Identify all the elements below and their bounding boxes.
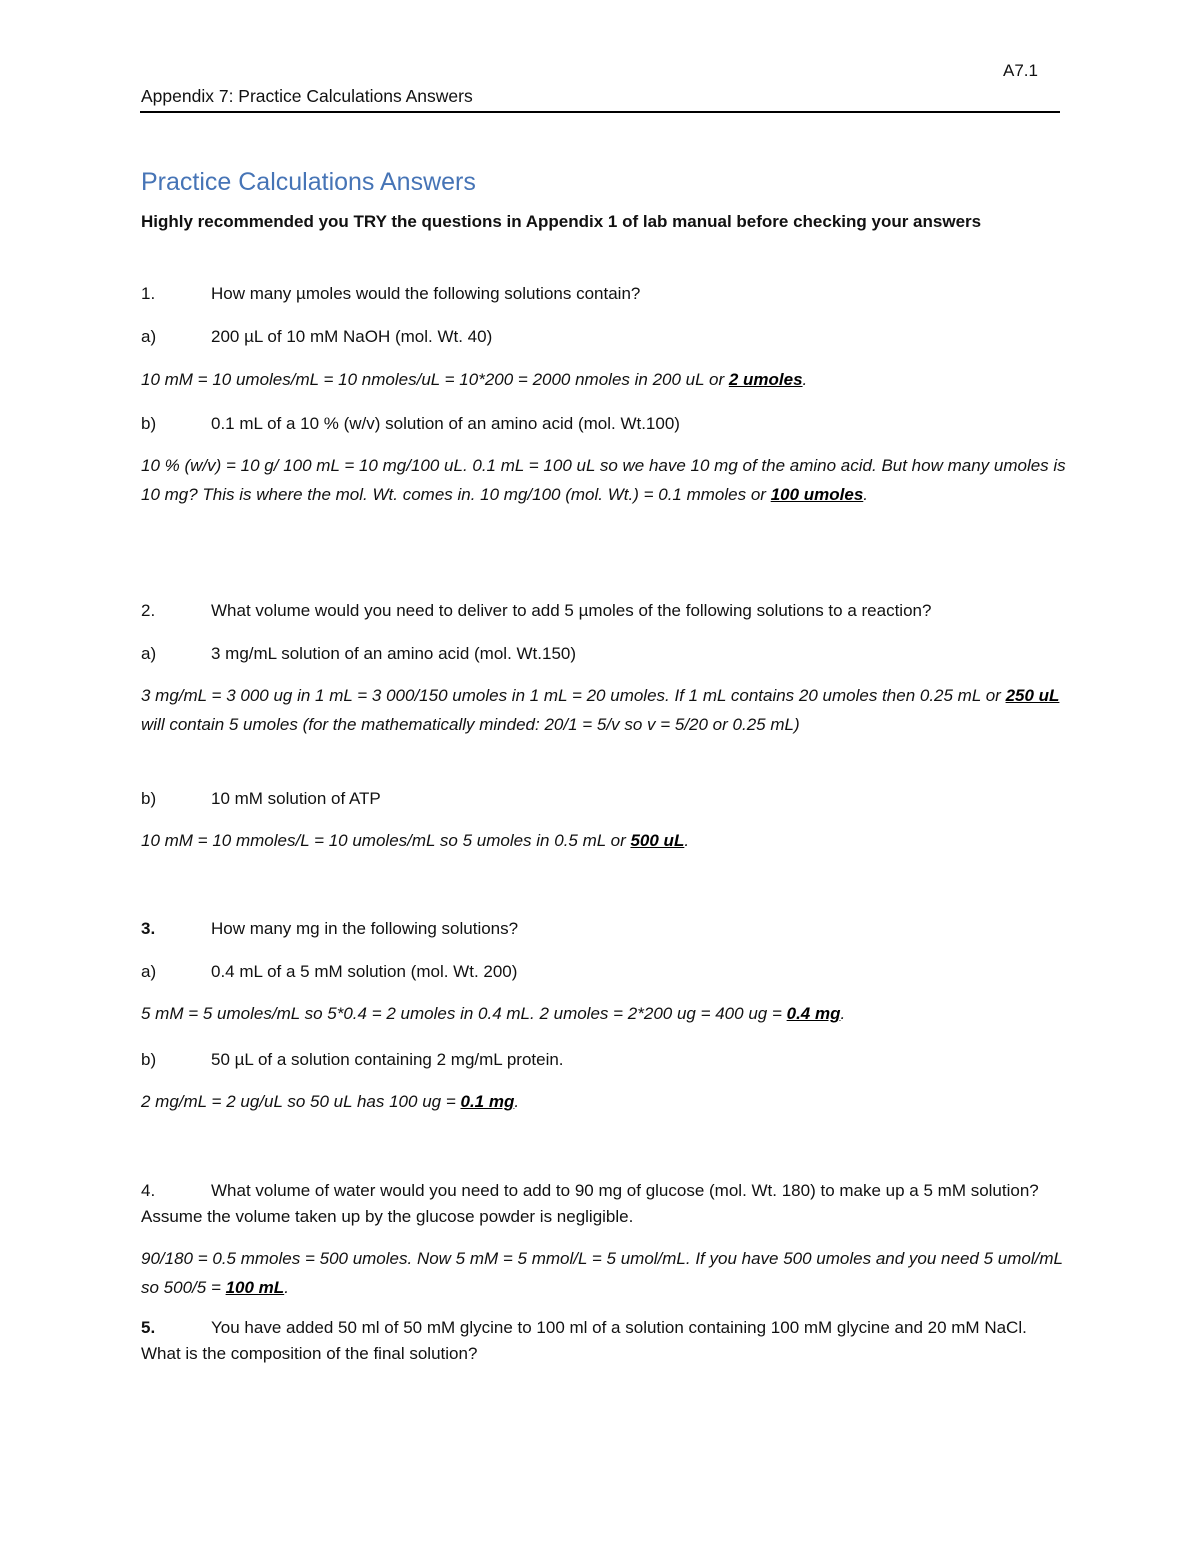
answer-text: 10 mM = 10 umoles/mL = 10 nmoles/uL = 10*200 = 2000 nmoles in 200 uL or	[141, 370, 729, 389]
page-title: Practice Calculations Answers	[141, 168, 476, 196]
question-number: 2.	[141, 601, 156, 620]
question-1b	[141, 414, 680, 434]
question-number: 4.	[141, 1181, 156, 1200]
answer-4	[141, 1245, 1066, 1302]
answer-1a	[141, 366, 1066, 395]
answer-end: .	[684, 831, 690, 850]
question-text: What volume would you need to deliver to add 5 µmoles of the following solutions to a reaction?	[211, 601, 932, 620]
question-2a	[141, 644, 576, 664]
answer-end: will contain 5 umoles (for the mathematically minded: 20/1 = 5/v so v = 5/20 or 0.25 mL)	[141, 714, 800, 734]
question-3b	[141, 1050, 564, 1070]
answer-1b	[141, 452, 1066, 509]
answer-text: 10 % (w/v) = 10 g/ 100 mL = 10 mg/100 uL. 0.1 mL = 100 uL so we have 10 mg of the amino acid. But how many umoles is 10 mg? This is where the mol. Wt. comes in. 10 mg/100 (mol. Wt.) = 0.1 mmoles or	[141, 456, 1066, 504]
answer-3a	[141, 1000, 1066, 1029]
subquestion-text: 0.1 mL of a 10 % (w/v) solution of an amino acid (mol. Wt.100)	[211, 414, 680, 433]
subquestion-label: a)	[141, 644, 157, 663]
subquestion-label: b)	[141, 789, 157, 808]
answer-end: .	[514, 1092, 520, 1111]
question-number: 5.	[141, 1318, 156, 1337]
subquestion-label: a)	[141, 327, 157, 346]
question-text: What volume of water would you need to add to 90 mg of glucose (mol. Wt. 180) to make up a 5 mM solution? Assume the volume taken up by the glucose powder is negligible.	[141, 1181, 1039, 1226]
answer-2a	[141, 682, 1066, 739]
question-1a	[141, 327, 492, 347]
question-number: 1.	[141, 284, 156, 303]
answer-highlight: 250 uL	[1005, 686, 1060, 705]
answer-highlight: 100 umoles	[770, 484, 864, 504]
question-2b	[141, 789, 381, 809]
answer-highlight: 500 uL	[630, 831, 685, 850]
answer-2b	[141, 827, 1066, 856]
running-header: Appendix 7: Practice Calculations Answers	[141, 86, 473, 106]
subquestion-text: 0.4 mL of a 5 mM solution (mol. Wt. 200)	[211, 962, 518, 981]
subquestion-label: b)	[141, 1050, 157, 1069]
question-3a	[141, 962, 517, 982]
subquestion-text: 50 µL of a solution containing 2 mg/mL protein.	[211, 1050, 564, 1069]
answer-highlight: 0.4 mg	[786, 1004, 841, 1023]
answer-end: .	[802, 370, 808, 389]
answer-highlight: 0.1 mg	[460, 1092, 515, 1111]
question-1	[141, 284, 640, 304]
question-5	[141, 1315, 1061, 1367]
question-text: How many µmoles would the following solutions contain?	[211, 284, 641, 303]
page-number: A7.1	[1003, 61, 1038, 80]
answer-end: .	[284, 1277, 289, 1297]
question-2	[141, 601, 931, 621]
question-3	[141, 919, 518, 939]
answer-text: 5 mM = 5 umoles/mL so 5*0.4 = 2 umoles in 0.4 mL. 2 umoles = 2*200 ug = 400 ug =	[141, 1004, 787, 1023]
subquestion-text: 200 µL of 10 mM NaOH (mol. Wt. 40)	[211, 327, 493, 346]
subquestion-text: 10 mM solution of ATP	[211, 789, 381, 808]
answer-end: .	[863, 484, 869, 504]
answer-highlight: 100 mL	[225, 1277, 285, 1297]
answer-text: 3 mg/mL = 3 000 ug in 1 mL = 3 000/150 umoles in 1 mL = 20 umoles. If 1 mL contains 20 umoles then 0.25 mL or	[141, 686, 1006, 705]
question-text: You have added 50 ml of 50 mM glycine to 100 ml of a solution containing 100 mM glycine and 20 mM NaCl. What is the composition of the final solution?	[141, 1318, 1027, 1363]
question-text: How many mg in the following solutions?	[211, 919, 519, 938]
subquestion-label: a)	[141, 962, 157, 981]
header-rule	[140, 111, 1060, 113]
question-number: 3.	[141, 919, 156, 938]
question-4	[141, 1178, 1061, 1230]
subquestion-text: 3 mg/mL solution of an amino acid (mol. Wt.150)	[211, 644, 577, 663]
answer-text: 90/180 = 0.5 mmoles = 500 umoles. Now 5 mM = 5 mmol/L = 5 umol/mL. If you have 500 umoles and you need 5 umol/mL so 500/5 =	[141, 1249, 1063, 1297]
subquestion-label: b)	[141, 414, 157, 433]
answer-3b	[141, 1088, 1066, 1117]
answer-end: .	[840, 1004, 846, 1023]
answer-text: 2 mg/mL = 2 ug/uL so 50 uL has 100 ug =	[141, 1092, 461, 1111]
answer-highlight: 2 umoles	[728, 370, 803, 389]
answer-text: 10 mM = 10 mmoles/L = 10 umoles/mL so 5 umoles in 0.5 mL or	[141, 831, 631, 850]
intro-note: Highly recommended you TRY the questions in Appendix 1 of lab manual before checking your answers	[141, 212, 982, 231]
